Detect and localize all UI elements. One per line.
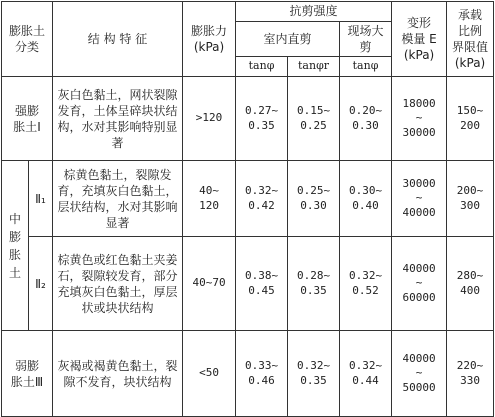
bearing-value: 200~ 300	[447, 161, 494, 237]
tan-phi-value: 0.32~ 0.42	[236, 161, 288, 237]
structure-features: 棕黄色或红色黏土夹姜石，裂隙较发育，部分充填灰白色黏土，厚层状或块状结构	[53, 237, 183, 331]
expansive-soil-table	[1, 1, 494, 417]
soil-category: 弱膨 胀土Ⅲ	[2, 331, 53, 417]
soil-subtype: Ⅱ₁	[29, 161, 53, 237]
tan-phi-r-value: 0.25~ 0.30	[288, 161, 340, 237]
structure-features: 灰白色黏土，网状裂隙发育，土体呈碎块状结构，水对其影响特别显著	[53, 77, 183, 161]
header-tan-phi-r: tanφr	[288, 57, 340, 77]
header-tan-phi-field: tanφ	[340, 57, 392, 77]
tan-phi-r-value: 0.28~ 0.35	[288, 237, 340, 331]
tan-phi-r-value: 0.32~ 0.35	[288, 331, 340, 417]
expansion-pressure: >120	[183, 77, 236, 161]
expansion-pressure: <50	[183, 331, 236, 417]
table-row	[2, 161, 494, 237]
tan-phi-field-value: 0.30~ 0.40	[340, 161, 392, 237]
middle-group-label	[2, 161, 29, 331]
table-row	[2, 237, 494, 331]
header-pressure: 膨胀力 (kPa)	[183, 2, 236, 77]
header-tan-phi: tanφ	[236, 57, 288, 77]
table-row	[2, 77, 494, 161]
soil-subtype: Ⅱ₂	[29, 237, 53, 331]
expansion-pressure: 40~ 120	[183, 161, 236, 237]
header-modulus: 变形 模量 E (kPa)	[392, 2, 447, 77]
header-type: 膨胀土 分类	[2, 2, 53, 77]
soil-category: 强膨 胀土Ⅰ	[2, 77, 53, 161]
tan-phi-value: 0.33~ 0.46	[236, 331, 288, 417]
expansion-pressure: 40~70	[183, 237, 236, 331]
bearing-value: 150~ 200	[447, 77, 494, 161]
modulus-value: 18000 ~ 30000	[392, 77, 447, 161]
header-row-1	[2, 2, 494, 22]
tan-phi-r-value: 0.15~ 0.25	[288, 77, 340, 161]
header-shear-strength: 抗剪强度	[236, 2, 392, 22]
header-field-shear: 现场大剪	[340, 22, 392, 57]
tan-phi-field-value: 0.32~ 0.44	[340, 331, 392, 417]
bearing-value: 220~ 330	[447, 331, 494, 417]
tan-phi-value: 0.27~ 0.35	[236, 77, 288, 161]
header-indoor-shear: 室内直剪	[236, 22, 340, 57]
header-bearing: 承载 比例 界限值 (kPa)	[447, 2, 494, 77]
tan-phi-field-value: 0.20~ 0.30	[340, 77, 392, 161]
tan-phi-field-value: 0.32~ 0.52	[340, 237, 392, 331]
structure-features: 灰褐或褐黄色黏土，裂隙不发育，块状结构	[53, 331, 183, 417]
table-row	[2, 331, 494, 417]
structure-features: 棕黄色黏土，裂隙发育，充填灰白色黏土，层状结构，水对其影响显著	[53, 161, 183, 237]
tan-phi-value: 0.38~ 0.45	[236, 237, 288, 331]
middle-group-text: 中膨胀土	[8, 211, 21, 280]
bearing-value: 280~ 400	[447, 237, 494, 331]
modulus-value: 30000 ~ 40000	[392, 161, 447, 237]
modulus-value: 40000 ~ 50000	[392, 331, 447, 417]
header-features: 结 构 特 征	[53, 2, 183, 77]
modulus-value: 40000 ~ 60000	[392, 237, 447, 331]
